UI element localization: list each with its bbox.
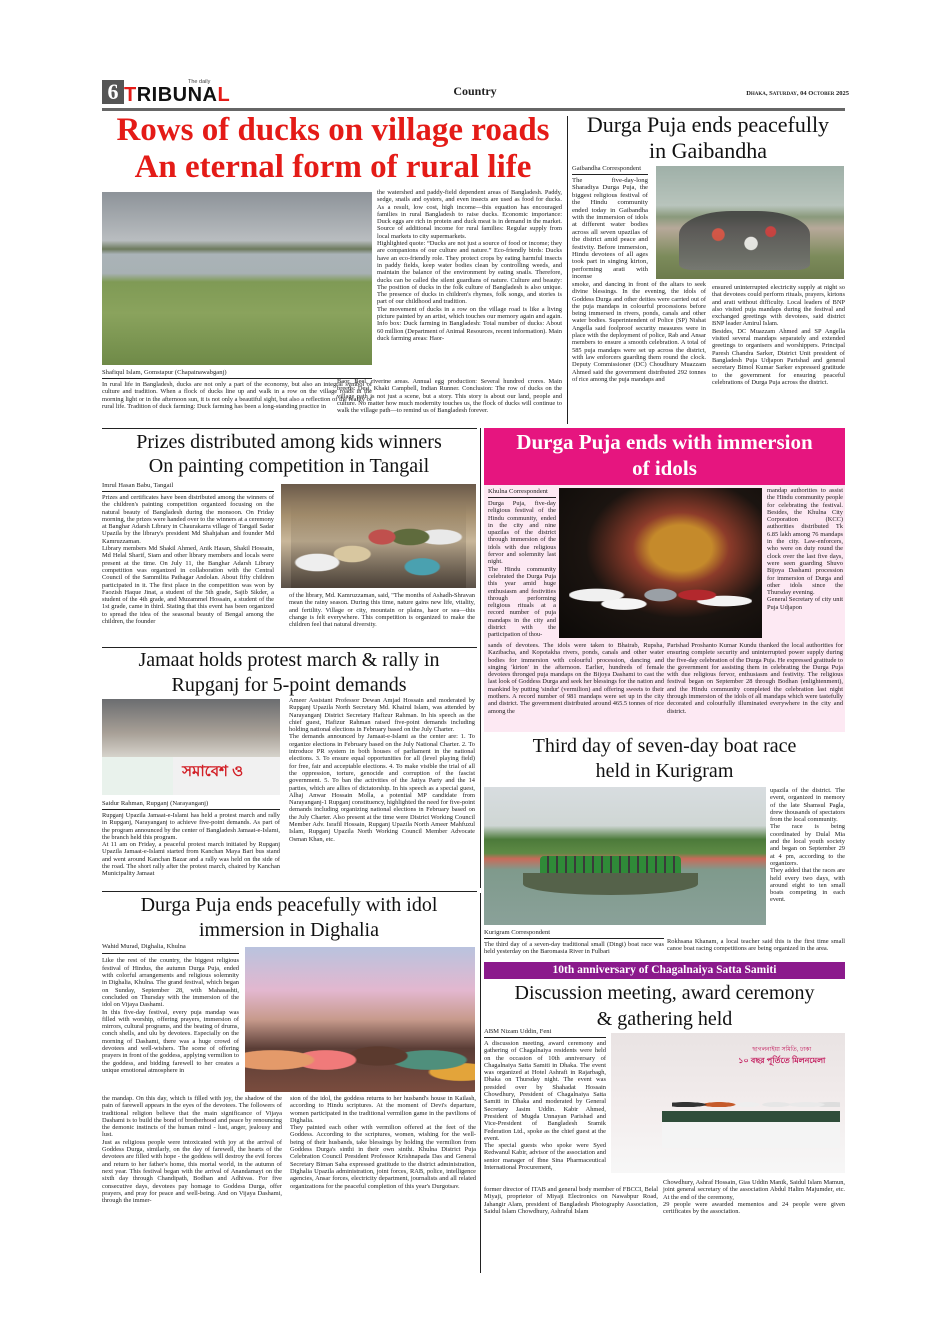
photo-sign-line: ১০ বছর পূর্তিতে মিলনমেলা [738,1056,826,1066]
column-divider [480,428,481,888]
ducks-headline [100,112,566,186]
ducks-photo [102,192,372,365]
paragraph: Ameer Assistant Professor Dewan Amjad Hossain and moderated by Rupganj Upazila North Secretary Md. Khairul Islam, was attended by Narayanganj District Secretary Hafizur Rahman. In his speech as the chief guest, Hafizur Rahman raised five-point demands including holding national elections in February based on the July Charter. [289,697,475,734]
khulna-col1-cont: sands of devotees. The idols were taken to Bhairab, Rupsha, Kazibacha, and Kopotakha rivers, ponds, canals and other water bodies for immersion with colourful procession, dancing and singing 'kirton' in the afternoon. Earlier, hundreds of female devotees thronged puja mandaps on the Bijoya Dashami to cast the last look of Goddess Durga and seek her blessings for the nation and mankind by putting 'sindur' (vermilion) and offering sweets to their mothers. A record number of 981 mandaps were set up in the city and district. The government distributed around 465.5 tonnes of rice among the [488,642,664,715]
headline-line: Durga Puja ends peacefully with idol [140,894,438,916]
paragraph: sion of the idol, the goddess returns to her husband's house in Kailash, according to Hindu scriptures. At the moment of Devi's departure, women participated in the traditional vermilion game in the pavilions of Dighalia. [290,1095,476,1124]
rupganj-col1 [102,799,280,878]
paragraph: the mandap. On this day, which is filled with joy, the shadow of the pain of farewell appears in the eyes of the devotees. The followers of traditional religion believe that the main significance of Vijaya Dashami is to build the bond of brotherhood and peace by renouncing the demonic instincts of the human mind - lust, anger, jealousy and lust. [102,1095,282,1139]
tangail-headline [100,430,478,478]
paragraph: At 11 am on Friday, a peaceful protest march initiated by Rupganj Upazila Jamaat-e-Islami started from Kanchan Maya Bari bus stand and went around Kanchan Bazar and a rally was held on the side of the road. The short rally after the protest march, chaired by Kanchan Municipality Jamaat [102,841,280,878]
chagalnaiya-kicker: 10th anniversary of Chagalnaiya Satta Samiti [484,962,845,979]
article-body [102,494,274,625]
article-body [488,500,556,639]
paragraph: Durga Puja, five-day religious festival of the Hindu community, ended in the city and nine upazilas of the district through immersion of the idols with due religious fervor and solemnity last night. [488,500,556,566]
dighalia-col1 [102,943,239,1074]
paragraph: Library members Md Shakil Ahmed, Anik Hasan, Shakil Hossain, Md Helal Sharif, Siam and other library members and locals were present at the time. On July 11, the Banghar Adarsh Library competition was organized in collaboration with the Central Council of the Sammilita Pathagar Andolan. About fifty children participated in it. The first place in the competition was won by Faozish Haque Jinat, a student of the 5th grade, Sajib Sikder, a student of the 4th grade, and Muzammel Hossain, a student of the 1st grade, came in third. Stating that this event has been organized to spread the idea of the seasonal beauty of Bengal among the children, the founder [102,545,274,626]
byline: Gaibandha Correspondent [572,164,648,175]
dateline: Dhaka, Saturday, 04 October 2025 [746,90,849,97]
gaibandha-col3 [712,284,845,386]
article-text: In rural life in Bangladesh, ducks are not only a part of the economy, but also an integral symbol of culture and tradition. When a flock of ducks line up and walk in a row on the village roads in the morning light or in the afternoon sun, it is not only a beautiful sight, but also a reflection of the reality of rural life. Tradition of duck farming: Duck farming has been a long-standing practice in [102,381,372,410]
byline: Saidur Rahman, Rupganj (Narayanganj) [102,799,280,810]
article-text: The third day of a seven-day traditional small (Dingi) boat race was held yesterday on the Baromasia River in Fulbari [484,941,664,956]
dighalia-photo [245,947,475,1092]
chagalnaiya-col1-cont: former director of ITAB and general body member of FBCCI, Belal Miyaji, proprietor of Miyaji Electronics on Nawabpur Road, Jahangir Alam, president of Bangladesh Photography Association, Saidul Islam Chowdhury, Ashraful Islam [484,1186,658,1215]
khulna-photo [559,488,762,638]
khulna-col2 [767,487,843,611]
headline-line: On painting competition in Tangail [148,455,430,477]
article-body [484,1040,606,1171]
byline: Imrul Hasan Babu, Tangail [102,481,274,492]
tangail-photo [281,484,476,588]
paragraph: General Secretary of city unit Puja Udjapon [767,596,843,611]
kurigram-photo [484,787,766,925]
kurigram-col1 [484,928,664,956]
tangail-col1 [102,481,274,625]
headline-line: Durga Puja ends with immersion [516,430,813,454]
paragraph: They painted each other with vermilion offered at the feet of the Goddess. According to the scriptures, women, wishing for the well-being of their husbands, take blessings by holding the vermilion from Goddess Durga's sinthi in their own sinthi. Khulna District Puja Celebration Council President Professor Krishnapada Das and General Secretary Biman Saha expressed gratitude to the district administration, Dighalia Upazila administration, joint forces, RAB, police, intelligence agencies, Ansar forces, electricity department, journalists and all related organizations for the peaceful completion of this year's Durgotsav. [290,1124,476,1190]
dighalia-headline [100,893,478,943]
byline: Shafiqul Islam, Gomstapur (Chapainawabganj) [102,368,372,379]
headline-line: Third day of seven-day boat race [532,735,797,757]
byline: Wahid Murad, Dighalia, Khulna [102,943,186,950]
photo-banner-text: সমাবেশ ও [182,763,244,781]
kurigram-headline [484,734,845,784]
photo-sign [728,1044,836,1086]
paragraph: In this five-day festival, every puja mandap was filled with worship, offering prayers, immersion of mirrors, cultural programs, and the beating of drums, conch shells, and ulu by devotees. Especially on the morning of Dashami, there was a huge crowd of devotees and well-wishers. The scene of offering prayers in front of the goddess, applying vermilion to the goddess, and bidding farewell to her creates a unique emotional atmosphere in [102,1008,239,1074]
headline-line: Prizes distributed among kids winners [136,431,442,453]
paragraph: Rupganj Upazila Jamaat-e-Islami has held a protest march and rally in Rupganj, Narayanganj to achieve five-point demands. As part of the program announced by the center of Bangladesh Jamaat-e-Islami, the branch held this program. [102,812,280,841]
paragraph: A discussion meeting, award ceremony and gathering of Chagalnaiya residents were held on the occasion of 10th anniversary of Chagalnaiya Satta Samiti in Dhaka. The event was organized at Hotel Ashrafi in Rajarbagh, Dhaka on Thursday night. The event was presided over by Shahadat Hossain Chowdhury, President of Chagalnaiya Satta Samiti in Dhaka and moderated by General Secretary Jasim Uddin. Kabir Ahmed, President of Mugda Unnayan Parishad and Vice-President of Bangladesh Sramik Federation Ltd., spoke as the chief guest at the event. [484,1040,606,1142]
paragraph: The demands announced by Jamaat-e-Islami as the center are: 1. To organize elections in February based on the July National Charter. 2. To introduce PR system in both houses of parliament in the national elections. 3. To ensure equal opportunities for all (level playing field) for free, fair and acceptable elections. 4. To make visible the trial of all the oppression, torture, genocide and corruption of the fascist government. 5. To ban the activities of the Jatiya Party and the 14 parties, which are allies of dictatorship. In his speech as a special guest, Alhaj Anwar Hossain Molla, a potential MP candidate from Narayanganj-1 Rupganj constituency, highlighted the need for five-point demands including organizing national elections in February based on the July Charter. Also present at the time were District Working Council Member Adv. Israfil Hossain, Rupganj Upazila North Ameer Mahfuzul Islam, Rupganj Upazila North Working Council Member Advocate Osman Khan, etc. [289,733,475,843]
paragraph: Like the rest of the country, the biggest religious festival of Hindus, the autumn Durga Puja, ended with colorful arrangements and religious solemnity in Dighalia, Khulna. The grand festival, which began on Sunday, September 28, with Mahasashti, concluded on Thursday with the immersion of the idol on Vijaya Dashami. [102,957,239,1009]
kurigram-col3: Rokhsana Khanam, a local teacher said this is the first time small canoe boat racing competitions are being organized in the area. [667,938,845,953]
paragraph: 29 people were awarded mementos and 24 people were given certificates by the association. [663,1200,845,1216]
paragraph: the watershed and paddy-field dependent areas of Bangladesh. Paddy, sedge, snails and oysters, and even insects are used as food for ducks. As a result, low cost, high income—this equation has encouraged families in rural Bangladesh to raise ducks. Economic importance: Duck eggs are rich in protein and duck meat is in demand in the market. Source of additional income for rural families: Regular supply from local markets to city supermarkets. [377,189,562,240]
paragraph: Baor, Beel, riverine areas. Annual egg production: Several hundred crores. Main breeds: Desi, Khaki Campbell, Indian Runner. Conclusion: The row of ducks on the village path is not just a scene, but a story. This story is about our land, people and culture. No matter how much modernity touches us, the flock of ducks will continue to walk the village path—to remind us of Bangladesh forever. [337,378,562,415]
gaibandha-col2: smoke, and dancing in front of the altars to seek divine blessings. In the evening, the idols of Goddess Durga and other deities were carried out of the puja mandaps in colourful processions before being immersed in rivers, ponds, canals and other water bodies. Superintendent of Police (SP) Nishat Angella said foolproof security measures were in place with the deployment of police, Rab and Ansar members to ensure a smooth celebration. A total of 585 puja mandaps were set up across the district, with law enforcers guarding them round the clock. Deputy Commissioner (DC) Choudhury Muazzam Ahmed said the government distributed 292 tonnes of rice among the puja mandaps and [572,281,706,383]
paragraph: ensured uninterrupted electricity supply at night so that devotees could perform rituals, prayers, kirtons and arati without difficulty. Local leaders of BNP also visited puja mandaps during the festival and exchanged greetings with devotees, said district BNP leader Amirul Islam. [712,284,845,328]
paragraph: The movement of ducks in a row on the village road is like a living picture painted by an artist, which touches our memory again and again. Info box: Duck farming in Bangladesh: Total number of ducks: About 60 million (Department of Animal Resources, recent information). Main duck farming areas: Haor- [377,305,562,342]
paragraph: The race is being coordinated by Dulal Mia and the local youth society and began on September 29 at 4 pm, according to the organizers. [770,823,845,867]
headline-line: held in Kurigram [595,760,734,782]
paragraph: Chowdhury, Ashraf Hossain, Gias Uddin Manik, Saidul Islam Mamun, joint general secretary of the association Abdul Halim Majumder, etc. At the end of the ceremony, [663,1179,845,1201]
paragraph: Besides, DC Muazzam Ahmed and SP Angella visited several mandaps separately and extended greetings to organisers and worshippers. Principal Paresh Chandra Sarker, District Unit president of Bangladesh Puja Udjapon Parishad and general secretary Bimol Kumar Sarker expressed gratitude to the government for ensuring peaceful celebrations of Durga Puja across the district. [712,327,845,386]
paragraph: They added that the races are held every two days, with around eight to ten small boats competing in each event. [770,867,845,904]
dighalia-col1-cont [102,1095,282,1204]
rupganj-col2 [289,697,475,843]
dighalia-col2 [290,1095,476,1190]
chagalnaiya-col2 [663,1179,845,1215]
column-divider [567,116,568,424]
headline-line: Jamaat holds protest march & rally in [138,649,440,671]
byline-rule [102,953,239,954]
headline-line: & gathering held [596,1008,733,1030]
ducks-bottom-column [337,378,562,414]
masthead-rule [102,108,845,111]
headline-line: Discussion meeting, award ceremony [514,982,815,1004]
khulna-headline [484,429,845,481]
paragraph: Just as religious people were intoxicated with joy at the arrival of Goddess Durga, similarly, on the day of farewell, the hearts of the devotees are filled with hope - the goddess will destroy the evil forces and return to her father's home, this mortal world, in the autumn of next year. This festival began with the arrival of Anandamayi on the sixth day through Chandipath, Bodhan and Adhivas. For five consecutive days, devotees pay homage to Goddess Durga, offer prayers, and pray for peace and well-being. And on Vijaya Dashami, through the immer- [102,1138,282,1205]
gaibandha-photo [656,166,844,279]
ducks-right-column [377,189,562,342]
khulna-col2-cont: Parishad Proshanto Kumar Kundu thanked the local authorities for ensuring complete security and uninterrupted power supply during the five-day celebration of the Durga Puja. He expressed gratitude to the government for assisting them in celebrating the Durga Puja with due religious fervor, enthusiasm and festivity. The religious festival began on September 28 through Bodhan (enlightenment), and the Hindu community completed the celebration last night through immersion of the idols of all mandaps which were tastefully decorated and colourfully illuminated everywhere in the city and district. [667,642,843,715]
ducks-left-column [102,368,372,410]
photo-sign-line: ছাগলনাইয়া সমিতি, ঢাকা [752,1047,812,1054]
paragraph: The special guests who spoke were Syed Redwanul Kabir, advisor of the association and senior manager of Ibne Sina Pharmaceutical International Procurement, [484,1142,606,1172]
column-divider [480,893,481,1273]
byline: Kurigram Correspondent [484,928,664,939]
logo-tagline: The daily [188,79,211,85]
paragraph: mandap authorities to assist the Hindu community people for celebrating the festival. Besides, the Khulna City Corporation (KCC) authorities distributed Tk 6.85 lakh among 76 mandaps in the city. Law-enforcers, who were on duty round the clock over the last five days, were seen guarding Shuvo Bijoya Dashami procession for immersion of Durga and other idols since the Thursday evening. [767,487,843,597]
article-body [102,812,280,878]
chagalnaiya-photo [611,1033,845,1173]
paragraph: upazila of the district. The event, organized in memory of the late Shamsul Pagla, drew thousands of spectators from the local community. [770,787,845,824]
khulna-col1 [488,487,556,639]
gaibandha-headline [570,112,846,164]
tangail-col2: of the library, Md. Kamruzzaman, said, "The months of Ashadh-Shravan mean the rainy season. During this time, nature gains new life, vitality, and fertility. Village or city, mountain or plains, haor or sea—this change is felt everywhere. This competition is organized to make the children feel that natural diversity. [289,592,475,629]
chagalnaiya-col1 [484,1027,606,1171]
article-text: The five-day-long Sharadiya Durga Puja, the biggest religious festival of the Hindu community ended today in Gaibandha with the immersion of idols at different water bodies across all seven upazilas of the district amid peace and festivity. Before immersion, Hindu devotees of all ages took part in singing kirton, performing arati with incense [572,177,648,281]
headline-line: Durga Puja ends peacefully [586,112,830,137]
kurigram-col2 [770,787,845,904]
headline-line: of idols [632,456,697,480]
byline: Khulna Correspondent [488,487,556,498]
section-title: Country [453,84,497,98]
headline-line: immersion in Dighalia [199,919,379,941]
newspaper-logo: TRIBUNAL [124,84,231,106]
headline-line: in Gaibandha [649,138,767,163]
paragraph: Highlighted quote: “Ducks are not just a source of food or income; they are companions of our culture and nature.” Eco-friendly birds: Ducks have an eco-friendly role. They protect crops by eating harmful insects in paddy fields, keep water bodies clean by controlling weeds, and maintain the balance of the environment by eating snails. Therefore, ducks can be called the silent guardians of nature. Culture and beauty: The position of ducks in the folk culture of Bangladesh is also unique. The presence of ducks in children's rhymes, folk songs, and stories is part of our childhood and tradition. [377,240,562,306]
page-number: 6 [102,80,124,104]
rupganj-headline [100,648,478,698]
chagalnaiya-headline [484,980,845,1032]
article-body [102,957,239,1074]
byline: ABM Nizam Uddin, Feni [484,1027,606,1038]
headline-line: Rows of ducks on village roads [116,112,550,148]
gaibandha-col1 [572,164,648,281]
paragraph: Prizes and certificates have been distributed among the winners of the children's painting competition organized focusing on the natural beauty of Bangladesh during the monsoon. On Friday morning, the prizes were handed over to the winners at a ceremony at Banghar Adarsh Library in Chaurakarra village of Tangail Sadar Upazila by the library's president Md Shahjahan and founder Md Kamruzzaman. [102,494,274,545]
paragraph: The Hindu community celebrated the Durga Puja this year amid huge enthusiasm and festivities through performing religious rituals at a record number of puja mandaps in the city and district with the participation of thou- [488,565,556,639]
rupganj-photo [102,699,280,795]
headline-line: Rupganj for 5-point demands [171,674,407,696]
headline-line: An eternal form of rural life [134,149,532,185]
